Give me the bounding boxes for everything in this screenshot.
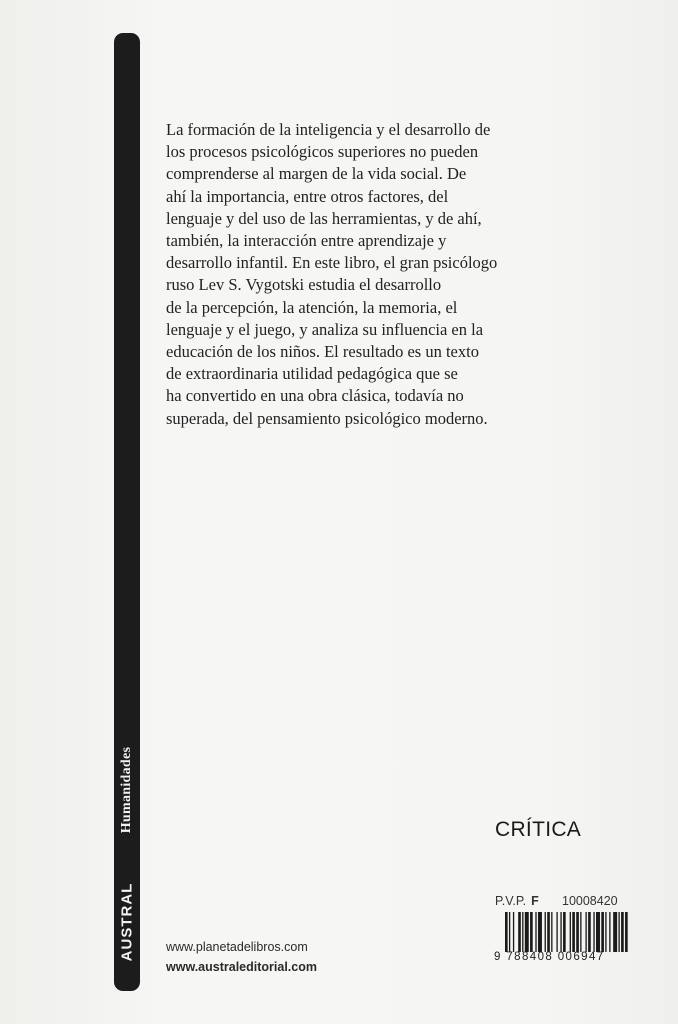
blurb-text [166,119,546,430]
barcode-bar [530,912,533,952]
barcode-bar [605,912,606,952]
barcode-bar [509,912,510,952]
barcode-bar [570,912,571,952]
barcode-bar [560,912,561,952]
barcode-bar [545,912,546,952]
barcode-bar [593,912,594,952]
barcode-bar [525,912,529,952]
barcode-bar [513,912,514,952]
barcode-bar [576,912,579,952]
barcode-bar [585,912,586,952]
barcode-digits: 9 788408 006947 [494,951,605,963]
website-link: www.australeditorial.com [166,960,317,974]
barcode [505,912,629,952]
blurb-line: ahí la importancia, entre otros factores, del [166,186,449,206]
blurb-line: lenguaje y el juego, y analiza su influencia en la [166,319,484,339]
barcode-bar [563,912,566,952]
blurb-line: también, la interacción entre aprendizaje y [166,231,447,251]
barcode-bar [588,912,591,952]
blurb-line: de la percepción, la atención, la memoria, el [166,297,458,317]
barcode-bar [505,912,508,952]
barcode-bar [538,912,542,952]
barcode-bar [609,912,610,952]
barcode-bar [535,912,536,952]
blurb-line: ha convertido en una obra clásica, todavía no [166,386,464,406]
barcode-bar [596,912,600,952]
barcode-bar [621,912,624,952]
price-label: P.V.P. [495,894,527,908]
website-link: www.planetadelibros.com [166,940,308,954]
blurb-line: lenguaje y del uso de las herramientas, y de ahí, [166,208,482,228]
websites [166,937,317,977]
blurb-line: superada, del pensamiento psicológico moderno. [166,408,488,428]
reference-number: 10008420 [562,894,618,908]
barcode-bar [572,912,575,952]
barcode-bar [556,912,557,952]
barcode-bar [547,912,550,952]
barcode-bar [518,912,521,952]
barcode-bar [522,912,523,952]
imprint-label: AUSTRAL [118,882,136,962]
barcode-bar [613,912,617,952]
publisher-logo: CRÍTICA [495,818,582,841]
blurb-line: los procesos psicológicos superiores no pueden [166,142,479,162]
blurb-line: desarrollo infantil. En este libro, el gran psicólogo [166,253,498,273]
price-row [495,894,631,908]
blurb-line: de extraordinaria utilidad pedagógica que se [166,364,458,384]
blurb-line: La formación de la inteligencia y el desarrollo de [166,120,491,139]
barcode-bar [618,912,619,952]
spine-bar [114,33,140,991]
barcode-bar [580,912,581,952]
blurb-line: comprenderse al margen de la vida social. De [166,164,467,184]
barcode-bar [601,912,604,952]
blurb-line: ruso Lev S. Vygotski estudia el desarrollo [166,275,442,295]
series-label: Humanidades [119,746,134,834]
barcode-bar [625,912,628,952]
price-code: F [531,894,539,908]
barcode-bar [551,912,552,952]
blurb-line: educación de los niños. El resultado es un texto [166,342,479,362]
